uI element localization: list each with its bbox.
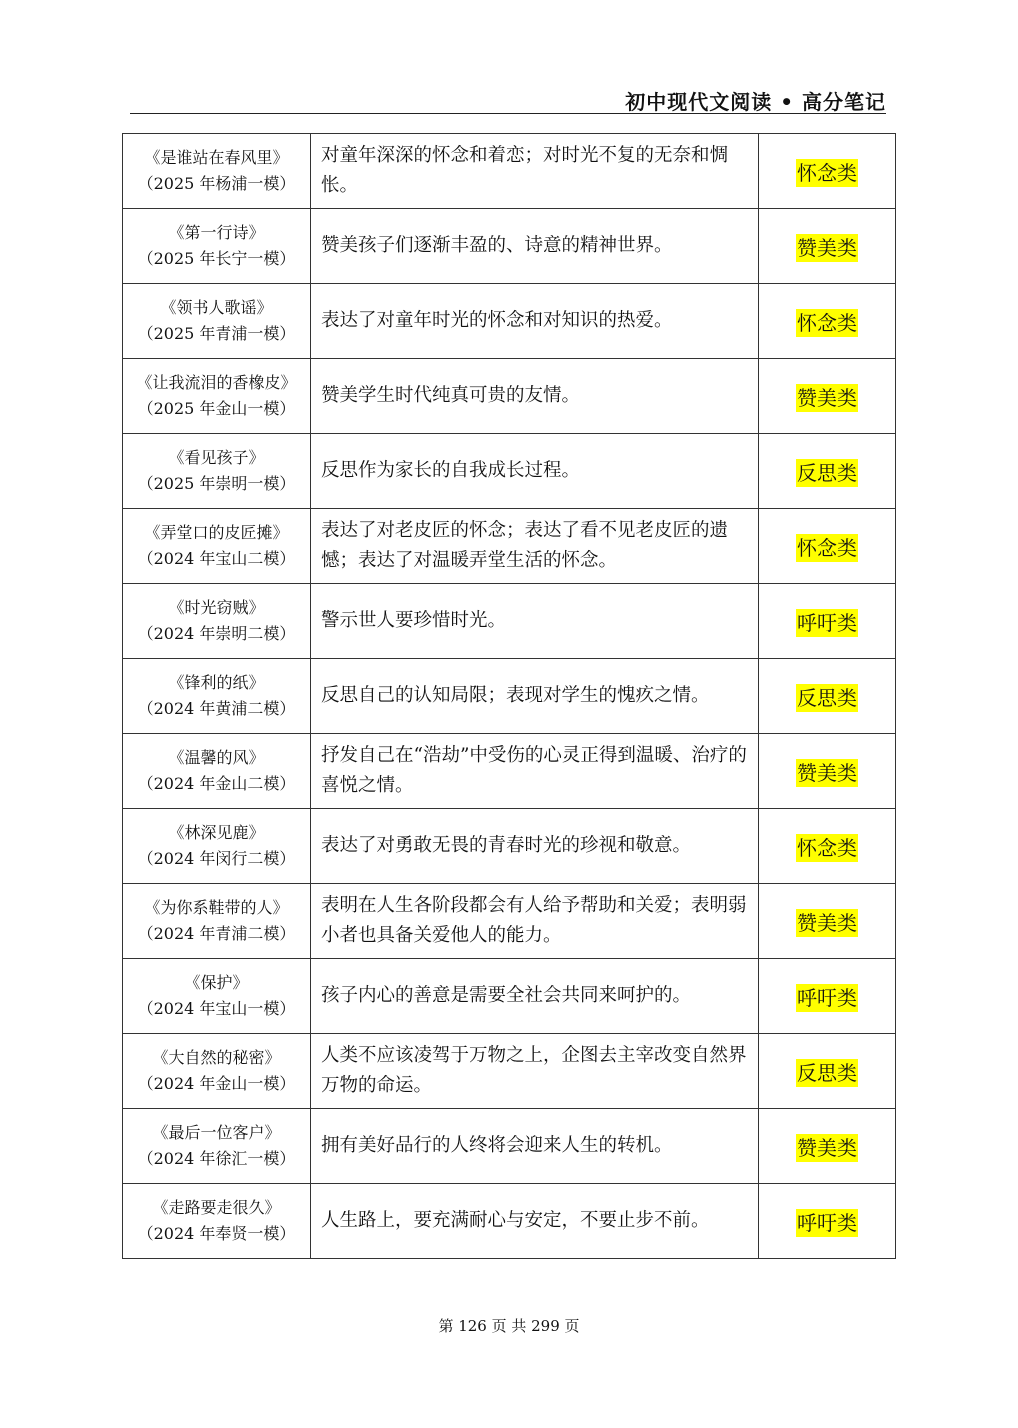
theme-cell: 表达了对童年时光的怀念和对知识的热爱。 [311, 284, 759, 359]
article-source: （2025 年长宁一模） [137, 249, 296, 268]
article-title: 《为你系鞋带的人》 [144, 898, 289, 917]
table-row [123, 1034, 896, 1109]
category-badge: 怀念类 [797, 160, 857, 185]
article-title: 《时光窃贼》 [168, 598, 265, 617]
article-title: 《锋利的纸》 [168, 673, 265, 692]
table-row [123, 434, 896, 509]
article-source: （2025 年杨浦一模） [137, 174, 296, 193]
article-cell [123, 509, 311, 584]
table-row [123, 284, 896, 359]
table-row [123, 584, 896, 659]
category-badge: 反思类 [797, 460, 857, 485]
article-cell [123, 659, 311, 734]
article-source: （2024 年闵行二模） [137, 849, 296, 868]
category-cell [759, 1184, 896, 1259]
article-cell [123, 809, 311, 884]
theme-cell: 孩子内心的善意是需要全社会共同来呵护的。 [311, 959, 759, 1034]
table-row [123, 959, 896, 1034]
category-cell [759, 434, 896, 509]
article-source: （2024 年黄浦二模） [137, 699, 296, 718]
theme-cell: 反思自己的认知局限；表现对学生的愧疚之情。 [311, 659, 759, 734]
table-row [123, 884, 896, 959]
article-source: （2024 年金山一模） [137, 1074, 296, 1093]
article-source: （2024 年金山二模） [137, 774, 296, 793]
theme-cell: 表达了对老皮匠的怀念；表达了看不见老皮匠的遗憾；表达了对温暖弄堂生活的怀念。 [311, 509, 759, 584]
article-cell [123, 1184, 311, 1259]
article-title: 《走路要走很久》 [152, 1198, 281, 1217]
article-title: 《最后一位客户》 [152, 1123, 281, 1142]
article-title: 《保护》 [184, 973, 249, 992]
article-title: 《第一行诗》 [168, 223, 265, 242]
article-source: （2024 年徐汇一模） [137, 1149, 296, 1168]
article-cell [123, 584, 311, 659]
category-cell [759, 659, 896, 734]
article-title: 《领书人歌谣》 [160, 298, 273, 317]
category-cell [759, 134, 896, 209]
category-badge: 呼吁类 [797, 610, 857, 635]
article-source: （2024 年崇明二模） [137, 624, 296, 643]
article-source: （2024 年宝山一模） [137, 999, 296, 1018]
article-cell [123, 359, 311, 434]
notes-table [122, 133, 896, 1259]
theme-cell: 人类不应该凌驾于万物之上，企图去主宰改变自然界万物的命运。 [311, 1034, 759, 1109]
category-badge: 赞美类 [797, 235, 857, 260]
category-badge: 反思类 [797, 685, 857, 710]
table-row [123, 734, 896, 809]
category-cell [759, 884, 896, 959]
category-badge: 怀念类 [797, 310, 857, 335]
category-cell [759, 584, 896, 659]
theme-cell: 拥有美好品行的人终将会迎来人生的转机。 [311, 1109, 759, 1184]
table-row [123, 509, 896, 584]
article-cell [123, 1109, 311, 1184]
table-row [123, 659, 896, 734]
category-badge: 赞美类 [797, 1135, 857, 1160]
theme-cell: 表达了对勇敢无畏的青春时光的珍视和敬意。 [311, 809, 759, 884]
category-badge: 呼吁类 [797, 1210, 857, 1235]
category-cell [759, 209, 896, 284]
category-badge: 呼吁类 [797, 985, 857, 1010]
table-row [123, 1184, 896, 1259]
category-cell [759, 1109, 896, 1184]
category-badge: 赞美类 [797, 760, 857, 785]
theme-cell: 抒发自己在“浩劫”中受伤的心灵正得到温暖、治疗的喜悦之情。 [311, 734, 759, 809]
theme-cell: 反思作为家长的自我成长过程。 [311, 434, 759, 509]
article-title: 《大自然的秘密》 [152, 1048, 281, 1067]
article-title: 《温馨的风》 [168, 748, 265, 767]
article-title: 《让我流泪的香橡皮》 [136, 373, 297, 392]
category-badge: 赞美类 [797, 910, 857, 935]
theme-cell: 人生路上，要充满耐心与安定，不要止步不前。 [311, 1184, 759, 1259]
header-divider [130, 113, 886, 114]
article-title: 《弄堂口的皮匠摊》 [144, 523, 289, 542]
article-cell [123, 134, 311, 209]
table-row [123, 809, 896, 884]
category-badge: 怀念类 [797, 835, 857, 860]
article-title: 《是谁站在春风里》 [144, 148, 289, 167]
notes-table-body [123, 134, 896, 1259]
category-cell [759, 734, 896, 809]
article-source: （2024 年奉贤一模） [137, 1224, 296, 1243]
theme-cell: 表明在人生各阶段都会有人给予帮助和关爱；表明弱小者也具备关爱他人的能力。 [311, 884, 759, 959]
header-title: 初中现代文阅读 • 高分笔记 [625, 90, 886, 114]
article-cell [123, 434, 311, 509]
article-cell [123, 734, 311, 809]
article-title: 《林深见鹿》 [168, 823, 265, 842]
category-cell [759, 1034, 896, 1109]
category-cell [759, 959, 896, 1034]
category-cell [759, 809, 896, 884]
category-cell [759, 359, 896, 434]
article-cell [123, 1034, 311, 1109]
article-source: （2024 年青浦二模） [137, 924, 296, 943]
table-row [123, 134, 896, 209]
article-source: （2024 年宝山二模） [137, 549, 296, 568]
theme-cell: 警示世人要珍惜时光。 [311, 584, 759, 659]
category-badge: 怀念类 [797, 535, 857, 560]
article-cell [123, 884, 311, 959]
article-cell [123, 284, 311, 359]
page-number: 第 126 页 共 299 页 [438, 1317, 580, 1335]
category-badge: 赞美类 [797, 385, 857, 410]
category-cell [759, 284, 896, 359]
category-badge: 反思类 [797, 1060, 857, 1085]
article-source: （2025 年崇明一模） [137, 474, 296, 493]
table-row [123, 209, 896, 284]
article-cell [123, 959, 311, 1034]
article-title: 《看见孩子》 [168, 448, 265, 467]
article-source: （2025 年青浦一模） [137, 324, 296, 343]
article-source: （2025 年金山一模） [137, 399, 296, 418]
theme-cell: 对童年深深的怀念和着恋；对时光不复的无奈和惆怅。 [311, 134, 759, 209]
theme-cell: 赞美孩子们逐渐丰盈的、诗意的精神世界。 [311, 209, 759, 284]
article-cell [123, 209, 311, 284]
table-row [123, 359, 896, 434]
category-cell [759, 509, 896, 584]
theme-cell: 赞美学生时代纯真可贵的友情。 [311, 359, 759, 434]
table-row [123, 1109, 896, 1184]
